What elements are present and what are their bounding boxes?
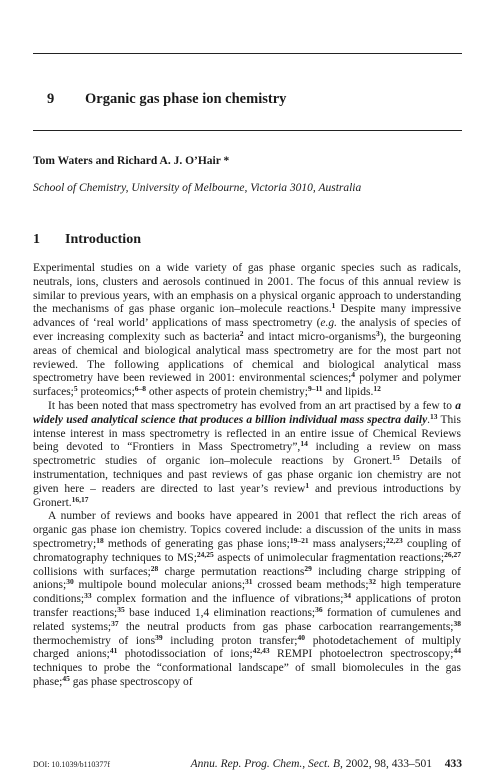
text-run: base induced 1,4 elimination reactions; [124,606,316,619]
text-run: methods of generating gas phase ions; [103,537,290,550]
text-run: including proton transfer; [162,634,298,647]
citation-ref: 14 [300,439,308,449]
paragraph-2 [33,400,461,510]
text-run: Despite many impressive advances of ‘real world’ applications of mass spectrometry ( [33,303,461,330]
chapter-number: 9 [47,91,55,107]
section-title: Introduction [65,232,141,247]
citation-ref: 29 [304,563,312,573]
text-run: the neutral products from gas phase carbocation rearrangements; [118,620,454,633]
text-run: other aspects of protein chemistry; [146,386,308,399]
citation-ref: 16,17 [71,494,89,504]
section-number: 1 [33,232,40,247]
citation-ref: 40 [297,632,305,642]
citation-ref: 15 [392,453,400,463]
affiliation-line: School of Chemistry, University of Melbourne, Victoria 3010, Australia [33,182,362,194]
text-run: photodissociation of ions; [117,648,253,661]
page-footer [33,758,462,772]
citation-ref: 5 [73,384,78,394]
citation-ref: 28 [150,563,159,573]
citation-ref: 39 [155,632,163,642]
citation-ref: 24,25 [196,549,214,559]
emphasis-text: a widely used analytical science that produces a billion individual mass spectra daily [33,399,461,426]
citation-ref: 12 [373,384,381,394]
citation-ref: 13 [430,411,438,421]
text-run: high temperature conditions; [33,579,461,606]
text-run: . [427,413,431,426]
text-run: polymer and polymer surfaces; [33,372,461,399]
text-run: complex formation and the influence of vibrations; [91,593,344,606]
text-run: and lipids. [322,386,374,399]
italic-text: e.g. [320,317,338,330]
citation-ref: 9–11 [307,384,323,394]
text-run: coupling of chromatography techniques to MS; [33,537,461,564]
citation-ref: 3 [375,328,380,338]
text-run: and intact micro-organisms [243,330,376,343]
text-run: crossed beam methods; [252,579,369,592]
citation-ref: 34 [343,591,351,601]
paragraph-1 [33,262,461,400]
citation-ref: 26,27 [444,549,461,559]
citation-ref: 22,23 [385,535,403,545]
text-run: This intense interest in mass spectrometry is reflected in an entire issue of Chemical Reviews being devoted to “Frontiers in Mass Spectrometry”, [33,413,461,454]
text-run: A number of reviews and books have appeared in 2001 that reflect the rich areas of organic gas phase ion chemistry. Topics covered include: a discussion of the units in mass spectrometry; [33,510,461,550]
text-run: aspects of unimolecular fragmentation reactions; [213,551,445,564]
text-run: photodetachement of multiply charged anions; [33,634,461,661]
citation-ref: 44 [453,646,461,656]
text-run: charge permutation reactions [158,565,305,578]
chapter-title: Organic gas phase ion chemistry [85,91,287,107]
citation-ref: 37 [111,618,119,628]
citation-ref: 36 [315,604,323,614]
chapter-rule [33,130,462,131]
text-run: techniques to probe the “conformational landscape” of small biomolecules in the gas phase; [33,662,461,688]
journal-citation [191,758,432,770]
text-run: including a review on mass spectrometric studies of organic ion–molecule reactions by Gronert. [33,441,461,468]
text-run: applications of proton transfer reactions; [33,593,461,619]
citation-ref: 45 [62,673,70,683]
text-run: the analysis of species of ever increasing complexity such as bacteria [33,317,462,343]
paragraph-3 [33,510,461,689]
text-run: multipole bound molecular anions; [73,579,246,592]
top-rule [33,53,462,54]
citation-ref: 4 [351,370,356,380]
text-run: collisions with surfaces; [33,565,151,578]
text-run: formation of cumulenes and related systems; [33,606,461,633]
authors-line: Tom Waters and Richard A. J. O’Hair * [33,155,230,167]
citation-ref: 33 [84,591,92,601]
chapter-heading [47,91,286,108]
text-run: including charge stripping of anions; [33,565,462,592]
body-text [33,262,461,690]
section-heading [33,232,141,248]
citation-ref: 32 [368,577,377,587]
citation-ref: 42,43 [252,646,270,656]
text-run: REMPI photoelectron spectroscopy; [269,648,454,661]
citation-ref: 1 [305,480,310,490]
page-number: 433 [444,758,462,770]
doi-text: DOI: 10.1039/b110377f [33,760,111,769]
text-run: gas phase spectroscopy of [69,675,193,688]
text-run: ), the burgeoning areas of chemical and biological analytical mass spectrometry are for the most part not reviewed. The following applications of chemical and biological analytical mass spectrometry have been reviewed in 2001: environmental sciences; [33,330,461,385]
text-run: Details of instrumentation, techniques and past reviews of gas phase organic ion chemistry are not given here – readers are directed to last year’s review [33,455,461,495]
journal-details: 2002, 98, 433–501 [342,758,432,770]
text-run: mass analysers; [308,537,386,550]
text-run: Experimental studies on a wide variety of gas phase organic species such as radicals, neutrals, ions, clusters and aerosols continued in 2001. The focus of this annual review is similar to previous years, with an emphasis on a physical organic approach to understanding the mechanisms of gas phase organic ion–molecule reactions. [33,262,461,316]
citation-ref: 18 [96,535,104,545]
citation-ref: 31 [245,577,253,587]
text-run: and previous introductions by Gronert. [33,482,461,509]
journal-name: Annu. Rep. Prog. Chem., Sect. B, [190,758,343,770]
citation-ref: 6–8 [134,384,147,394]
citation-ref: 41 [109,646,118,656]
citation-ref: 30 [66,577,74,587]
citation-ref: 35 [117,604,125,614]
text-run: It has been noted that mass spectrometry has evolved from an art practised by a few to [48,399,456,412]
citation-ref: 38 [453,618,461,628]
citation-ref: 19–21 [289,535,309,545]
citation-ref: 2 [239,328,244,338]
text-run: thermochemistry of ions [33,634,156,647]
text-run: proteomics; [77,386,135,399]
citation-ref: 1 [331,301,336,311]
